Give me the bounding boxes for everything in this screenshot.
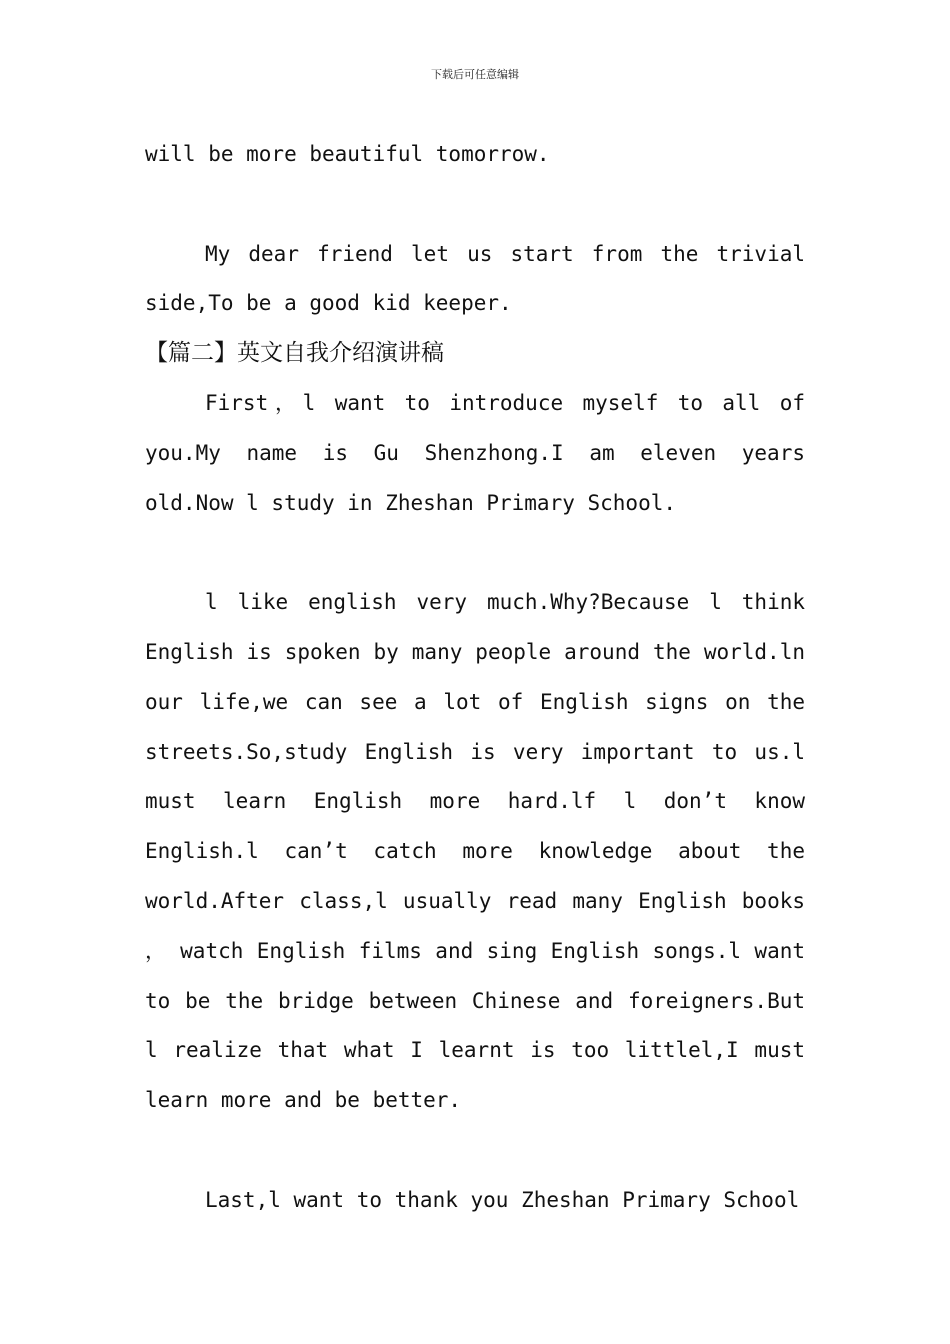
paragraph-gap — [145, 528, 805, 578]
paragraph-closing-wish: My dear friend let us start from the trivial side,To be a good kid keeper. — [145, 241, 805, 316]
paragraph-gap — [145, 1126, 805, 1176]
paragraph-continuation: will be more beautiful tomorrow. — [145, 142, 550, 166]
document-body — [145, 130, 805, 1226]
paragraph-thanks: Last,l want to thank you Zheshan Primary School — [205, 1187, 800, 1212]
page-header: 下载后可任意编辑 — [431, 68, 519, 81]
paragraph-english-study: l like english very much.Why?Because l think English is spoken by many people around the world.ln our life,we can see a lot of English signs on the streets.So,study English is very important to us.l must learn English more hard.lf l don’t know English.l can’t catch more knowledge about the world.After class,l usually read many English books ， watch English films and sing English songs.l want to be the bridge between Chinese and foreigners.But l realize that what I learnt is too littlel,I must learn more and be better. — [145, 590, 805, 1113]
section-heading: 【篇二】英文自我介绍演讲稿 — [145, 340, 444, 367]
paragraph-introduction: First，l want to introduce myself to all of you.My name is Gu Shenzhong.I am eleven years old.Now l study in Zheshan Primary School. — [145, 390, 805, 515]
paragraph-gap — [145, 180, 805, 230]
